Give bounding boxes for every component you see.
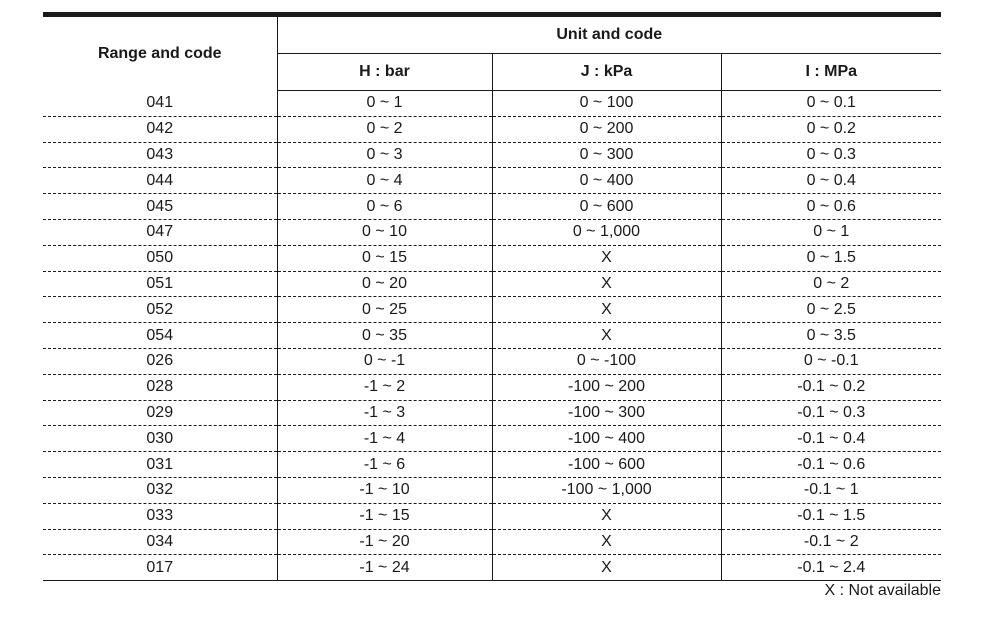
cell-mpa-range: -0.1 ~ 0.3 xyxy=(721,400,941,426)
header-unit-mpa: I : MPa xyxy=(721,54,941,91)
cell-bar-range: -1 ~ 15 xyxy=(277,503,492,529)
cell-range-code: 054 xyxy=(43,323,277,349)
table-row xyxy=(43,168,941,194)
cell-range-code: 047 xyxy=(43,219,277,245)
cell-mpa-range: -0.1 ~ 0.6 xyxy=(721,452,941,478)
cell-bar-range: 0 ~ 3 xyxy=(277,142,492,168)
cell-bar-range: 0 ~ 2 xyxy=(277,116,492,142)
cell-kpa-range: -100 ~ 400 xyxy=(492,426,721,452)
cell-kpa-range: X xyxy=(492,323,721,349)
header-unit-bar: H : bar xyxy=(277,54,492,91)
cell-mpa-range: -0.1 ~ 1 xyxy=(721,477,941,503)
cell-kpa-range: 0 ~ 100 xyxy=(492,91,721,117)
cell-bar-range: 0 ~ 35 xyxy=(277,323,492,349)
cell-kpa-range: 0 ~ 1,000 xyxy=(492,219,721,245)
cell-range-code: 050 xyxy=(43,245,277,271)
cell-bar-range: -1 ~ 6 xyxy=(277,452,492,478)
cell-range-code: 029 xyxy=(43,400,277,426)
cell-kpa-range: -100 ~ 600 xyxy=(492,452,721,478)
cell-mpa-range: -0.1 ~ 2 xyxy=(721,529,941,555)
cell-mpa-range: 0 ~ 1 xyxy=(721,219,941,245)
cell-mpa-range: 0 ~ 2.5 xyxy=(721,297,941,323)
cell-mpa-range: -0.1 ~ 1.5 xyxy=(721,503,941,529)
cell-range-code: 044 xyxy=(43,168,277,194)
cell-mpa-range: 0 ~ 1.5 xyxy=(721,245,941,271)
header-range-and-code: Range and code xyxy=(43,17,277,91)
table-row xyxy=(43,374,941,400)
cell-range-code: 042 xyxy=(43,116,277,142)
table-row xyxy=(43,194,941,220)
table-row xyxy=(43,503,941,529)
cell-range-code: 052 xyxy=(43,297,277,323)
cell-range-code: 034 xyxy=(43,529,277,555)
cell-kpa-range: 0 ~ 400 xyxy=(492,168,721,194)
cell-kpa-range: X xyxy=(492,503,721,529)
cell-kpa-range: -100 ~ 300 xyxy=(492,400,721,426)
cell-bar-range: -1 ~ 4 xyxy=(277,426,492,452)
cell-kpa-range: X xyxy=(492,555,721,581)
cell-bar-range: -1 ~ 2 xyxy=(277,374,492,400)
cell-bar-range: 0 ~ 15 xyxy=(277,245,492,271)
table-row xyxy=(43,91,941,117)
header-unit-and-code: Unit and code xyxy=(277,17,941,54)
table-row xyxy=(43,426,941,452)
cell-range-code: 028 xyxy=(43,374,277,400)
pressure-range-table-block xyxy=(43,12,941,581)
cell-bar-range: -1 ~ 10 xyxy=(277,477,492,503)
cell-mpa-range: 0 ~ 3.5 xyxy=(721,323,941,349)
cell-kpa-range: X xyxy=(492,297,721,323)
cell-kpa-range: -100 ~ 200 xyxy=(492,374,721,400)
cell-range-code: 051 xyxy=(43,271,277,297)
cell-kpa-range: -100 ~ 1,000 xyxy=(492,477,721,503)
cell-range-code: 017 xyxy=(43,555,277,581)
cell-bar-range: 0 ~ 6 xyxy=(277,194,492,220)
cell-mpa-range: 0 ~ 0.4 xyxy=(721,168,941,194)
pressure-range-table xyxy=(43,17,941,581)
cell-bar-range: 0 ~ -1 xyxy=(277,348,492,374)
table-row xyxy=(43,116,941,142)
table-row xyxy=(43,271,941,297)
cell-mpa-range: 0 ~ 0.3 xyxy=(721,142,941,168)
cell-bar-range: 0 ~ 4 xyxy=(277,168,492,194)
cell-mpa-range: -0.1 ~ 0.2 xyxy=(721,374,941,400)
cell-bar-range: -1 ~ 3 xyxy=(277,400,492,426)
table-row xyxy=(43,477,941,503)
table-row xyxy=(43,400,941,426)
header-row-top xyxy=(43,17,941,54)
table-body xyxy=(43,91,941,581)
table-row xyxy=(43,323,941,349)
cell-range-code: 031 xyxy=(43,452,277,478)
cell-kpa-range: X xyxy=(492,529,721,555)
cell-kpa-range: 0 ~ 600 xyxy=(492,194,721,220)
cell-range-code: 041 xyxy=(43,91,277,117)
cell-kpa-range: X xyxy=(492,271,721,297)
table-row xyxy=(43,219,941,245)
cell-bar-range: 0 ~ 1 xyxy=(277,91,492,117)
cell-kpa-range: 0 ~ -100 xyxy=(492,348,721,374)
cell-mpa-range: -0.1 ~ 2.4 xyxy=(721,555,941,581)
cell-range-code: 043 xyxy=(43,142,277,168)
table-row xyxy=(43,297,941,323)
table-row xyxy=(43,452,941,478)
cell-mpa-range: 0 ~ 0.6 xyxy=(721,194,941,220)
table-row xyxy=(43,555,941,581)
cell-range-code: 030 xyxy=(43,426,277,452)
cell-bar-range: 0 ~ 20 xyxy=(277,271,492,297)
cell-mpa-range: -0.1 ~ 0.4 xyxy=(721,426,941,452)
cell-range-code: 045 xyxy=(43,194,277,220)
cell-mpa-range: 0 ~ 2 xyxy=(721,271,941,297)
cell-kpa-range: 0 ~ 200 xyxy=(492,116,721,142)
cell-mpa-range: 0 ~ 0.2 xyxy=(721,116,941,142)
cell-kpa-range: X xyxy=(492,245,721,271)
cell-kpa-range: 0 ~ 300 xyxy=(492,142,721,168)
cell-bar-range: -1 ~ 24 xyxy=(277,555,492,581)
cell-mpa-range: 0 ~ 0.1 xyxy=(721,91,941,117)
table-row xyxy=(43,348,941,374)
footnote-not-available: X : Not available xyxy=(824,582,941,599)
cell-bar-range: 0 ~ 10 xyxy=(277,219,492,245)
table-row xyxy=(43,529,941,555)
cell-range-code: 026 xyxy=(43,348,277,374)
header-unit-kpa: J : kPa xyxy=(492,54,721,91)
cell-bar-range: -1 ~ 20 xyxy=(277,529,492,555)
cell-range-code: 033 xyxy=(43,503,277,529)
table-row xyxy=(43,245,941,271)
cell-bar-range: 0 ~ 25 xyxy=(277,297,492,323)
cell-mpa-range: 0 ~ -0.1 xyxy=(721,348,941,374)
table-row xyxy=(43,142,941,168)
cell-range-code: 032 xyxy=(43,477,277,503)
